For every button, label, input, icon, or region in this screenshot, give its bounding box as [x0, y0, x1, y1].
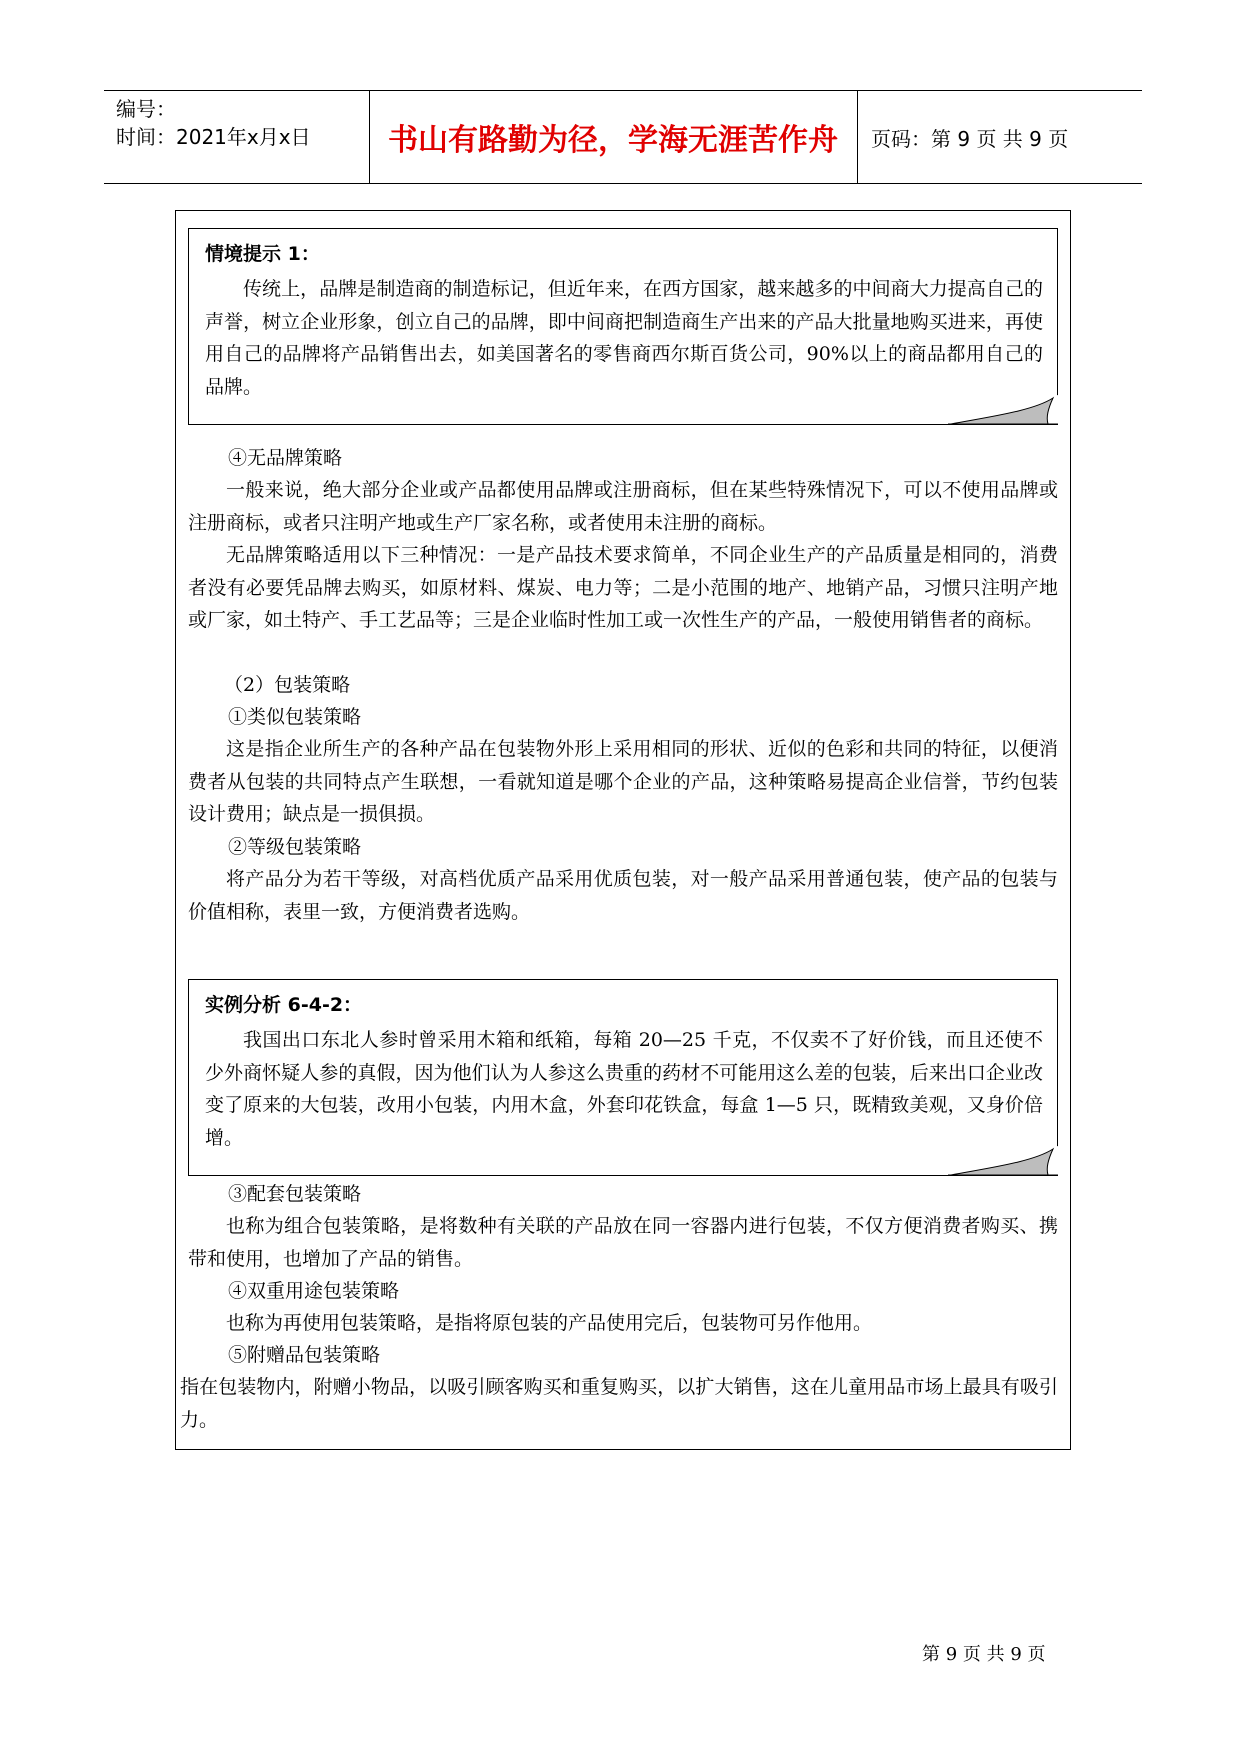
dual-use-packaging-heading: ④双重用途包装策略	[228, 1280, 400, 1302]
page-header	[104, 90, 1142, 184]
scenario-body: 传统上，品牌是制造商的制造标记，但近年来，在西方国家，越来越多的中间商大力提高自己的声誉，树立企业形象，创立自己的品牌，即中间商把制造商生产出来的产品大批量地购买进来，再使用自己的品牌将产品销售出去，如美国著名的零售商西尔斯百货公司，90%以上的商品都用自己的品牌。	[205, 278, 1043, 398]
gift-packaging-heading: ⑤附赠品包装策略	[228, 1344, 381, 1366]
page-curl-icon	[948, 1146, 1058, 1176]
paragraph: 一般来说，绝大部分企业或产品都使用品牌或注册商标，但在某些特殊情况下，可以不使用品牌或注册商标，或者只注明产地或生产厂家名称，或者使用未注册的商标。	[188, 479, 1058, 534]
similar-packaging-heading: ①类似包装策略	[228, 706, 362, 728]
header-meta	[104, 91, 370, 183]
scenario-title: 情境提示 1：	[205, 243, 320, 265]
content-frame	[175, 210, 1071, 1450]
doc-number-label: 编号：	[116, 97, 176, 121]
case-title: 实例分析 6-4-2：	[205, 994, 363, 1016]
paragraph: 这是指企业所生产的各种产品在包装物外形上采用相同的形状、近似的色彩和共同的特征，以便消费者从包装的共同特点产生联想，一看就知道是哪个企业的产品，这种策略易提高企业信誉，节约包装设计费用；缺点是一损俱损。	[188, 738, 1058, 825]
paragraph: 无品牌策略适用以下三种情况：一是产品技术要求简单，不同企业生产的产品质量是相同的，消费者没有必要凭品牌去购买，如原材料、煤炭、电力等；二是小范围的地产、地销产品，习惯只注明产地或厂家，如土特产、手工艺品等；三是企业临时性加工或一次性生产的产品，一般使用销售者的商标。	[188, 544, 1058, 631]
packaging-heading: （2）包装策略	[224, 674, 351, 696]
grade-packaging-heading: ②等级包装策略	[228, 836, 362, 858]
paragraph: 也称为组合包装策略，是将数种有关联的产品放在同一容器内进行包装，不仅方便消费者购买、携带和使用，也增加了产品的销售。	[188, 1215, 1058, 1270]
header-page-number: 页码：第 9 页 共 9 页	[871, 126, 1069, 151]
bundle-packaging-heading: ③配套包装策略	[228, 1183, 362, 1205]
case-callout	[188, 979, 1058, 1176]
case-body: 我国出口东北人参时曾采用木箱和纸箱，每箱 20—25 千克，不仅卖不了好价钱，而且还使不少外商怀疑人参的真假，因为他们认为人参这么贵重的药材不可能用这么差的包装，后来出口企业改变了原来的大包装，改用小包装，内用木盒，外套印花铁盒，每盒 1—5 只，既精致美观，又身价倍增。	[205, 1029, 1043, 1149]
page-curl-icon	[948, 395, 1058, 425]
paragraph: 将产品分为若干等级，对高档优质产品采用优质包装，对一般产品采用普通包装，使产品的包装与价值相称，表里一致，方便消费者选购。	[188, 868, 1058, 923]
scenario-callout	[188, 228, 1058, 425]
header-motto: 书山有路勤为径，学海无涯苦作舟	[369, 91, 858, 183]
no-brand-heading: ④无品牌策略	[228, 447, 343, 469]
page-footer: 第 9 页 共 9 页	[922, 1644, 1046, 1665]
doc-time-label: 时间：2021年x月x日	[116, 125, 311, 149]
paragraph: 指在包装物内，附赠小物品，以吸引顾客购买和重复购买，以扩大销售，这在儿童用品市场上最具有吸引力。	[180, 1376, 1058, 1431]
paragraph: 也称为再使用包装策略，是指将原包装的产品使用完后，包装物可另作他用。	[226, 1312, 873, 1334]
